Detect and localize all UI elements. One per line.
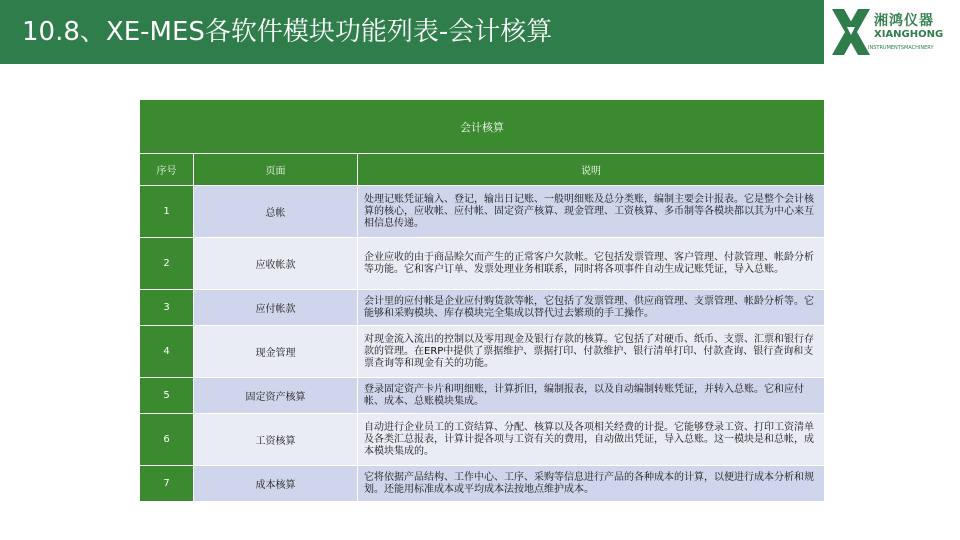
column-header-page: 页面 — [194, 154, 358, 186]
header-bar — [0, 0, 960, 64]
table-row — [140, 466, 825, 502]
row-number: 1 — [140, 186, 194, 238]
row-number: 5 — [140, 378, 194, 414]
row-description: 会计里的应付帐是企业应付购货款等帐，它包括了发票管理、供应商管理、支票管理、帐龄分析等。它能够和采购模块、库存模块完全集成以替代过去繁琐的手工操作。 — [358, 290, 825, 326]
table-row — [140, 290, 825, 326]
table-header-row — [140, 154, 825, 186]
row-page: 应收帐款 — [194, 238, 358, 290]
table-row — [140, 238, 825, 290]
row-page: 总帐 — [194, 186, 358, 238]
row-description: 企业应收的由于商品赊欠而产生的正常客户欠款帐。它包括发票管理、客户管理、付款管理、帐龄分析等功能。它和客户订单、发票处理业务相联系，同时将各项事件自动生成记账凭证，导入总账。 — [358, 238, 825, 290]
accounting-module-table — [139, 99, 825, 502]
row-number: 4 — [140, 326, 194, 378]
row-page: 工资核算 — [194, 414, 358, 466]
row-number: 6 — [140, 414, 194, 466]
row-number: 2 — [140, 238, 194, 290]
xianghong-logo-icon — [832, 9, 870, 55]
table-row — [140, 186, 825, 238]
row-description: 对现金流入流出的控制以及零用现金及银行存款的核算。它包括了对硬币、纸币、支票、汇票和银行存款的管理。在ERP中提供了票据维护、票据打印、付款维护、银行清单打印、付款查询、银行查询和支票查询等和现金有关的功能。 — [358, 326, 825, 378]
table-title: 会计核算 — [140, 100, 825, 154]
company-logo — [824, 0, 960, 64]
row-number: 7 — [140, 466, 194, 502]
row-page: 成本核算 — [194, 466, 358, 502]
row-description: 登录固定资产卡片和明细账，计算折旧，编制报表，以及自动编制转账凭证，并转入总账。它和应付帐、成本、总账模块集成。 — [358, 378, 825, 414]
table-title-row — [140, 100, 825, 154]
table-row — [140, 326, 825, 378]
row-page: 现金管理 — [194, 326, 358, 378]
row-number: 3 — [140, 290, 194, 326]
logo-name-en: XIANGHONG — [874, 29, 944, 40]
table-row — [140, 378, 825, 414]
row-page: 固定资产核算 — [194, 378, 358, 414]
column-header-description: 说明 — [358, 154, 825, 186]
row-description: 它将依据产品结构、工作中心、工序、采购等信息进行产品的各种成本的计算，以便进行成本分析和规划。还能用标准成本或平均成本法按地点维护成本。 — [358, 466, 825, 502]
page-title: 10.8、XE-MES各软件模块功能列表-会计核算 — [22, 17, 553, 47]
row-description: 自动进行企业员工的工资结算、分配、核算以及各项相关经费的计提。它能够登录工资、打印工资清单及各类汇总报表，计算计提各项与工资有关的费用，自动做出凭证，导入总账。这一模块是和总帐，成本模块集成的。 — [358, 414, 825, 466]
row-description: 处理记账凭证输入、登记，输出日记账、一般明细账及总分类账，编制主要会计报表。它是整个会计核算的核心，应收帐、应付帐、固定资产核算、现金管理、工资核算、多币制等各模块都以其为中心来互相信息传递。 — [358, 186, 825, 238]
logo-name-cn: 湘鸿仪器 — [874, 13, 934, 29]
table-row — [140, 414, 825, 466]
row-page: 应付帐款 — [194, 290, 358, 326]
logo-tagline: INSTRUMENTSMACHINERY — [868, 45, 934, 51]
column-header-number: 序号 — [140, 154, 194, 186]
